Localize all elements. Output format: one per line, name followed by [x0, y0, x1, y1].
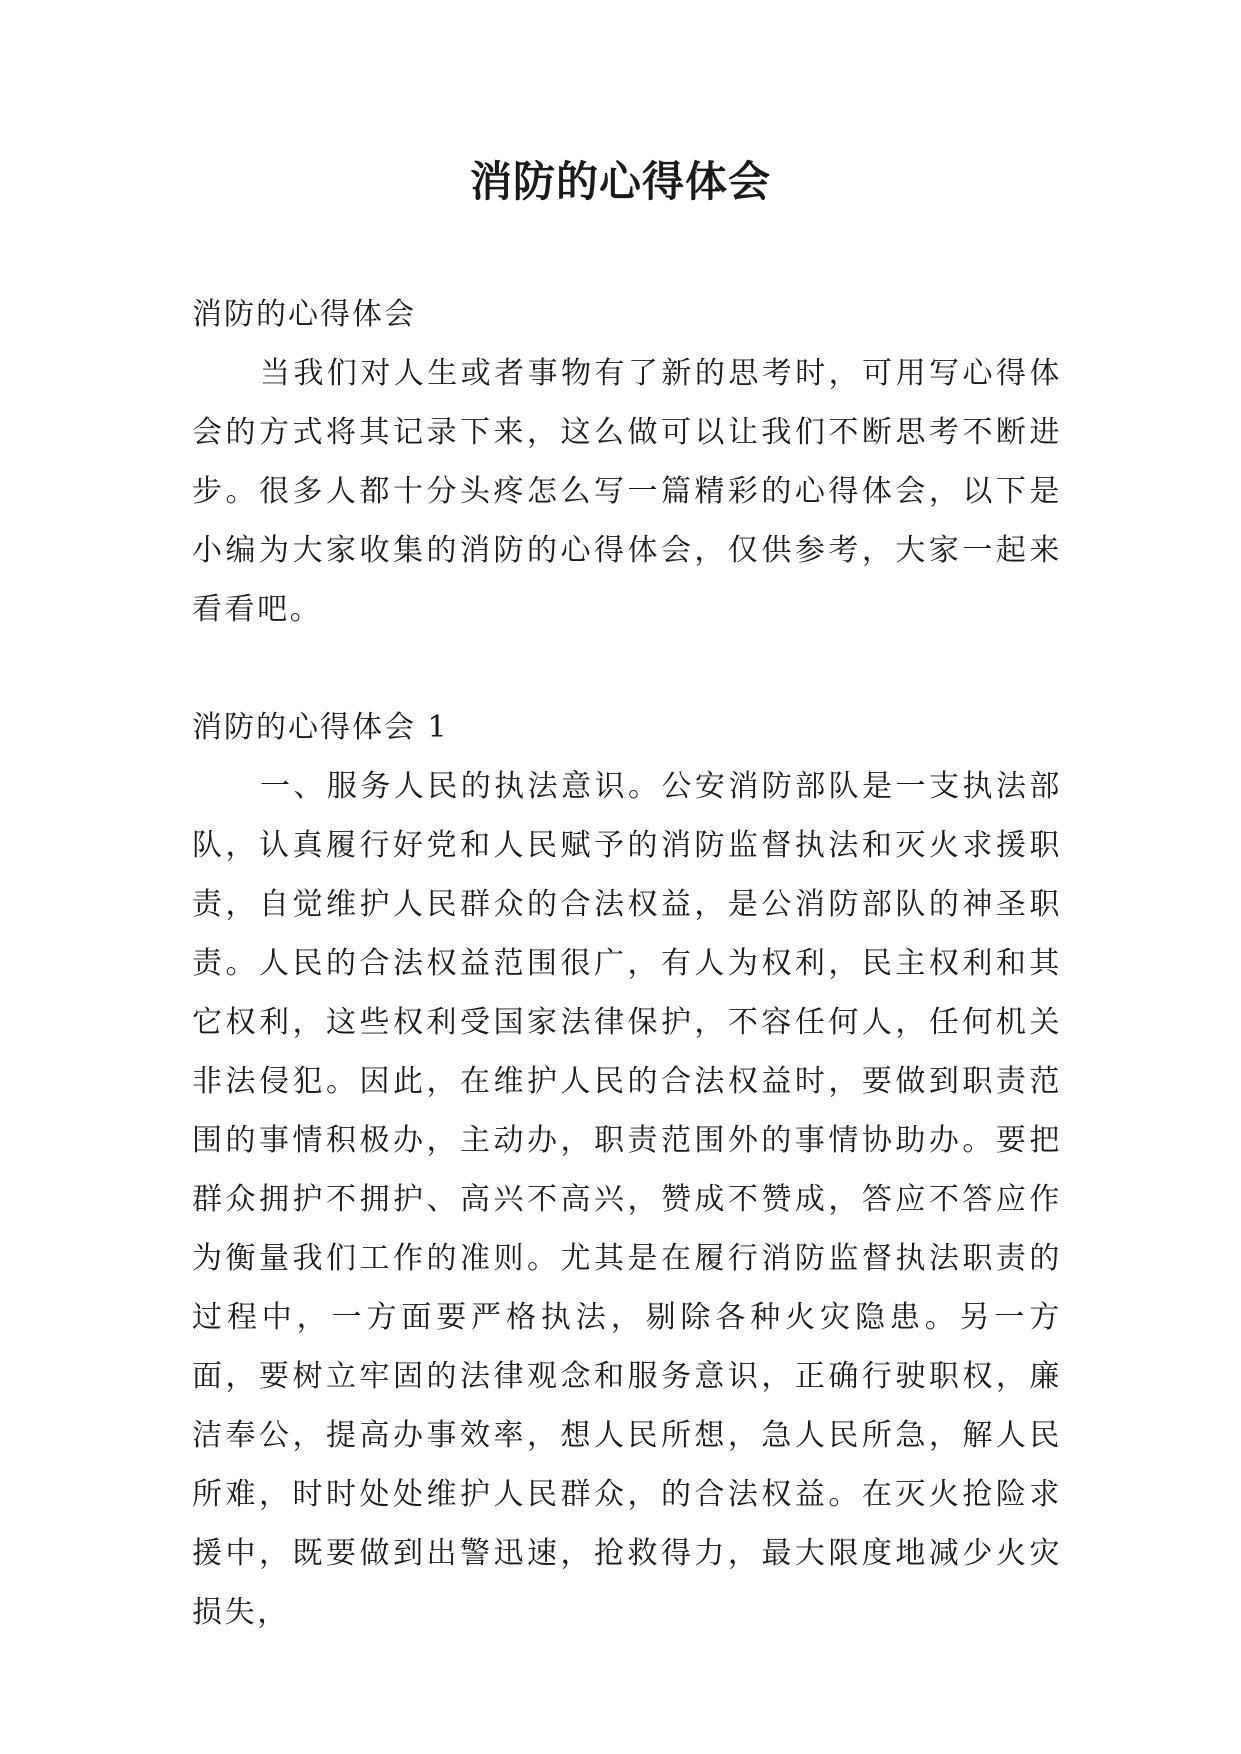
paragraph-spacer [192, 639, 1062, 698]
section-heading: 消防的心得体会 1 [192, 710, 449, 745]
document-title: 消防的心得体会 [469, 157, 771, 206]
document-body [192, 285, 1062, 1642]
intro-paragraph: 当我们对人生或者事物有了新的思考时，可用写心得体会的方式将其记录下来，这么做可以让我们不断思考不断进步。很多人都十分头疼怎么写一篇精彩的心得体会，以下是小编为大家收集的消防的心得体会，仅供参考，大家一起来看看吧。 [192, 356, 1062, 627]
document-subtitle: 消防的心得体会 [192, 297, 416, 332]
section-paragraph: 一、服务人民的执法意识。公安消防部队是一支执法部队，认真履行好党和人民赋予的消防监督执法和灭火求援职责，自觉维护人民群众的合法权益，是公消防部队的神圣职责。人民的合法权益范围很广，有人为权利，民主权利和其它权利，这些权利受国家法律保护，不容任何人，任何机关非法侵犯。因此，在维护人民的合法权益时，要做到职责范围的事情积极办，主动办，职责范围外的事情协助办。要把群众拥护不拥护、高兴不高兴，赞成不赞成，答应不答应作为衡量我们工作的准则。尤其是在履行消防监督执法职责的过程中，一方面要严格执法，剔除各种火灾隐患。另一方面，要树立牢固的法律观念和服务意识，正确行驶职权，廉洁奉公，提高办事效率，想人民所想，急人民所急，解人民所难，时时处处维护人民群众，的合法权益。在灭火抢险求援中，既要做到出警迅速，抢救得力，最大限度地减少火灾损失， [192, 769, 1062, 1630]
